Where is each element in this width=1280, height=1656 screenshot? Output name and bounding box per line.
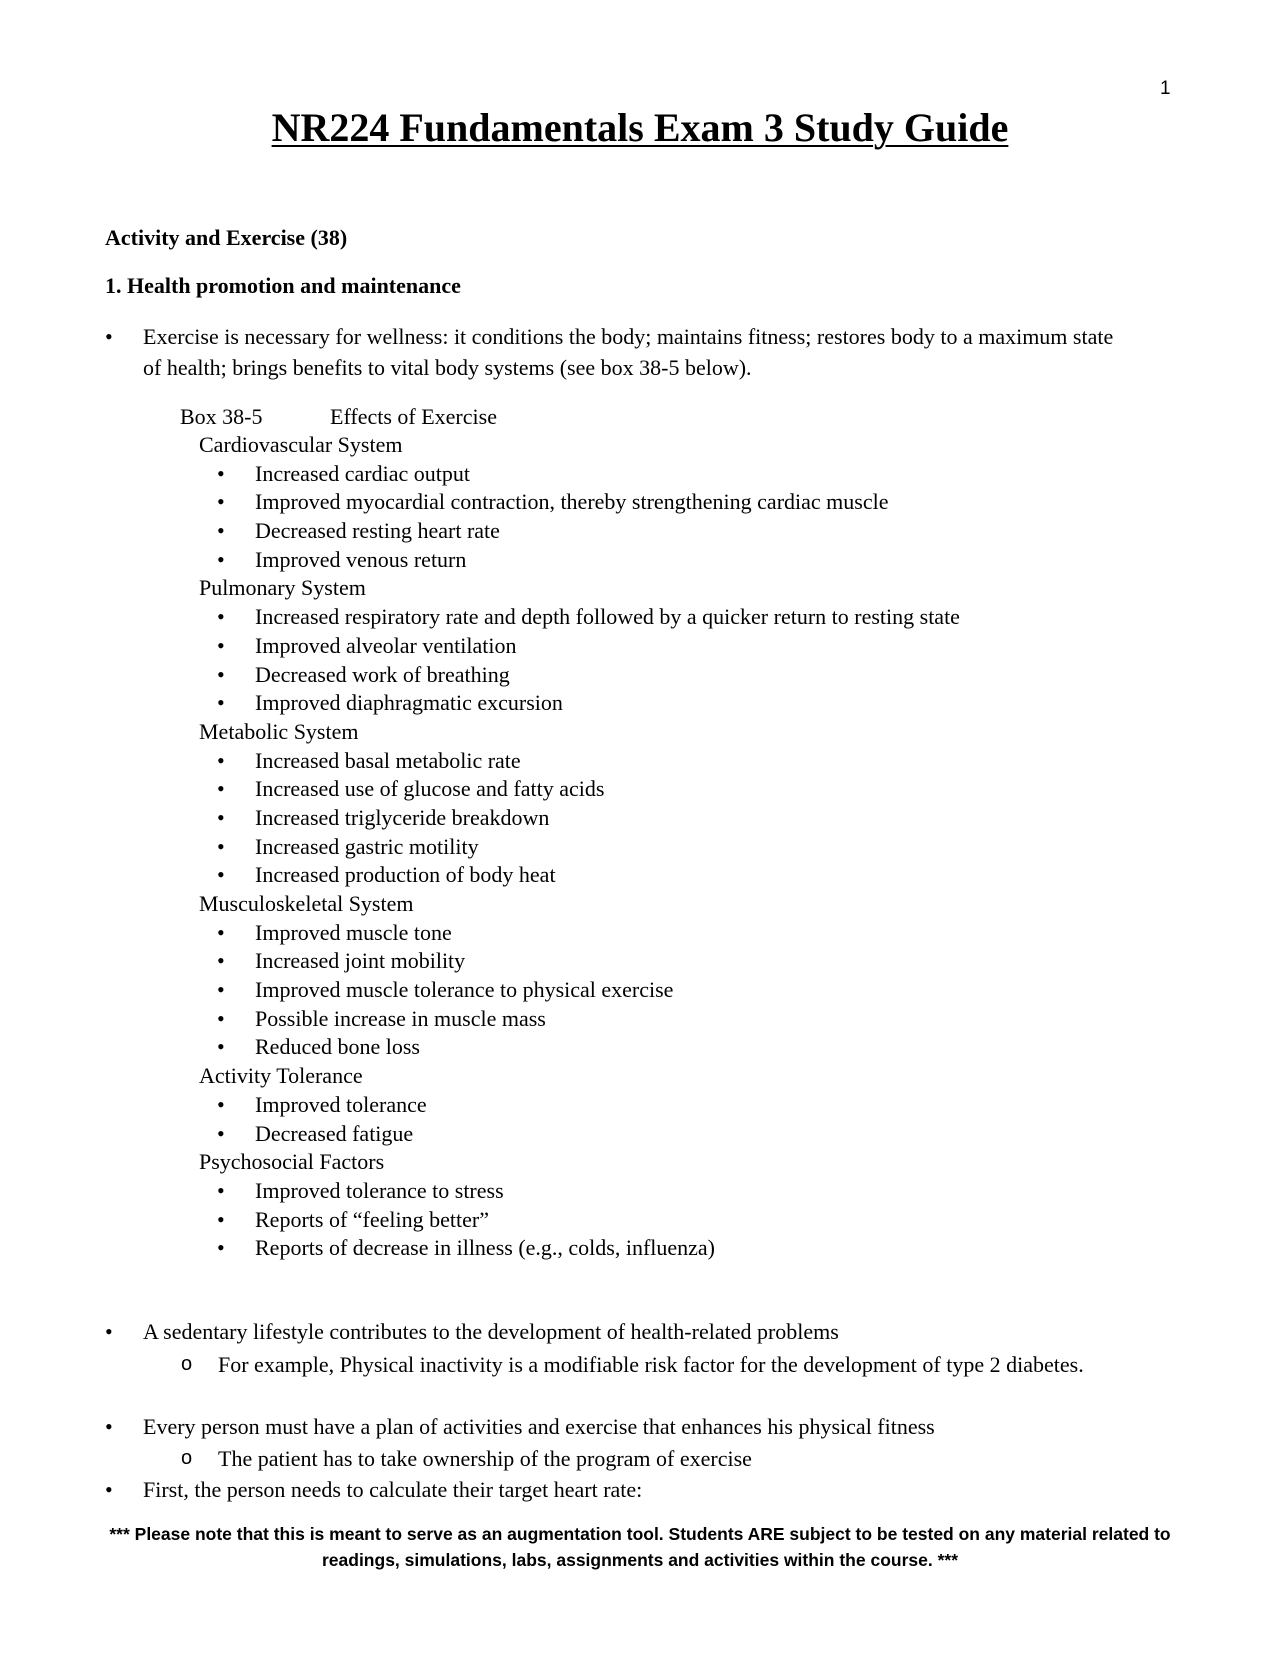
bullet-icon: • — [217, 1177, 225, 1203]
box-list-item-text: Improved diaphragmatic excursion — [255, 690, 563, 716]
box-list-item — [180, 1234, 1080, 1263]
bullet-icon: • — [217, 518, 225, 544]
bullet-icon: • — [217, 546, 225, 572]
plan-bullet-text: Every person must have a plan of activities and exercise that enhances his physical fitness — [143, 1414, 935, 1439]
box-list-item-text: Improved muscle tolerance to physical exercise — [255, 977, 674, 1003]
box-list-item-text: Improved venous return — [255, 546, 467, 572]
box-group-title: Musculoskeletal System — [199, 891, 414, 916]
bullet-icon: • — [105, 1477, 113, 1502]
box-title: Effects of Exercise — [330, 404, 497, 429]
bullet-icon: • — [217, 1091, 225, 1117]
box-list-item-text: Increased respiratory rate and depth followed by a quicker return to resting state — [255, 604, 960, 630]
sedentary-bullet — [105, 1316, 1125, 1347]
bullet-icon: • — [217, 919, 225, 945]
box-list-item — [180, 1120, 1080, 1149]
box-list-item — [180, 546, 1080, 575]
box-list-item — [180, 1091, 1080, 1120]
bullet-icon: • — [217, 804, 225, 830]
bullet-icon: • — [217, 833, 225, 859]
footer-note: *** Please note that this is meant to serve as an augmentation tool. Students ARE subject to be tested on any material related to readings, simulations, labs, assignments and activities within the course. *** — [109, 1524, 1171, 1570]
bullet-icon: • — [217, 747, 225, 773]
box-list-item-text: Improved alveolar ventilation — [255, 632, 517, 658]
section-subheading: 1. Health promotion and maintenance — [105, 273, 461, 298]
bullet-icon: • — [217, 1005, 225, 1031]
box-list-item-text: Increased basal metabolic rate — [255, 747, 521, 773]
sedentary-bullet-text: A sedentary lifestyle contributes to the development of health-related problems — [143, 1319, 839, 1344]
intro-bullet-text: Exercise is necessary for wellness: it conditions the body; maintains fitness; restores body to a maximum state of health; brings benefits to vital body systems (see box 38-5 below). — [143, 324, 1114, 380]
bullet-icon: • — [217, 632, 225, 658]
bullet-icon: • — [217, 977, 225, 1003]
box-group-title: Activity Tolerance — [199, 1063, 363, 1089]
box-list-item — [180, 488, 1080, 517]
section-heading: Activity and Exercise (38) — [105, 225, 348, 250]
box-list-item — [180, 661, 1080, 690]
box-list-item-text: Improved tolerance — [255, 1091, 427, 1117]
box-list-item-text: Increased use of glucose and fatty acids — [255, 776, 605, 802]
box-group-title: Cardiovascular System — [199, 432, 403, 457]
bullet-icon: • — [217, 776, 225, 802]
bullet-icon: • — [217, 460, 225, 486]
box-list-item — [180, 1177, 1080, 1206]
bullet-icon: • — [217, 1034, 225, 1060]
box-list-item-text: Improved muscle tone — [255, 919, 452, 945]
bullet-icon: • — [105, 324, 113, 349]
box-list-item-text: Increased gastric motility — [255, 833, 479, 859]
box-list-item-text: Possible increase in muscle mass — [255, 1005, 546, 1031]
bullet-icon: • — [105, 1319, 113, 1344]
box-list-item-text: Increased joint mobility — [255, 948, 466, 974]
plan-sub-bullet-text: The patient has to take ownership of the program of exercise — [218, 1446, 752, 1471]
box-list-item — [180, 1206, 1080, 1235]
bullet-icon: • — [217, 1206, 225, 1232]
box-list-item — [180, 632, 1080, 661]
box-list-item — [180, 919, 1080, 948]
bullet-icon: • — [217, 661, 225, 687]
box-list-item — [180, 1033, 1080, 1062]
box-list-item — [180, 460, 1080, 489]
box-group-title: Pulmonary System — [199, 575, 366, 601]
plan-sub-bullet — [181, 1442, 1121, 1475]
sedentary-sub-bullet — [181, 1348, 1121, 1381]
box-list-item — [180, 947, 1080, 976]
plan-bullet — [105, 1411, 1125, 1442]
sub-bullet-icon: o — [181, 1353, 193, 1375]
intro-bullet — [105, 321, 1125, 383]
sub-bullet-icon: o — [181, 1447, 193, 1469]
box-list-item-text: Decreased work of breathing — [255, 661, 510, 687]
box-list-item-text: Decreased fatigue — [255, 1120, 414, 1146]
box-list-item — [180, 833, 1080, 862]
box-list-item — [180, 976, 1080, 1005]
box-list-item-text: Improved tolerance to stress — [255, 1177, 504, 1203]
box-list-item-text: Decreased resting heart rate — [255, 518, 500, 544]
box-list-item-text: Increased production of body heat — [255, 862, 556, 888]
box-list-item — [180, 1005, 1080, 1034]
box-list-item-text: Increased triglyceride breakdown — [255, 804, 550, 830]
box-list-item — [180, 517, 1080, 546]
target-heart-rate-bullet — [105, 1474, 1125, 1505]
box-group-title: Metabolic System — [199, 718, 359, 744]
box-list-item — [180, 747, 1080, 776]
box-list-item-text: Improved myocardial contraction, thereby strengthening cardiac muscle — [255, 489, 889, 515]
box-list-item-text: Reduced bone loss — [255, 1034, 420, 1060]
box-list-item — [180, 603, 1080, 632]
bullet-icon: • — [217, 690, 225, 716]
box-group-title: Psychosocial Factors — [199, 1149, 385, 1175]
box-list-item — [180, 861, 1080, 890]
bullet-icon: • — [217, 948, 225, 974]
box-list-item-text: Increased cardiac output — [255, 460, 470, 486]
bullet-icon: • — [217, 862, 225, 888]
bullet-icon: • — [217, 489, 225, 515]
bullet-icon: • — [217, 1235, 225, 1261]
bullet-icon: • — [105, 1414, 113, 1439]
bullet-icon: • — [217, 604, 225, 630]
sedentary-sub-bullet-text: For example, Physical inactivity is a modifiable risk factor for the development of type 2 diabetes. — [218, 1352, 1084, 1377]
bullet-icon: • — [217, 1120, 225, 1146]
page-title: NR224 Fundamentals Exam 3 Study Guide — [271, 105, 1009, 150]
box-list-item-text: Reports of decrease in illness (e.g., colds, influenza) — [255, 1235, 716, 1261]
box-list-item — [180, 689, 1080, 718]
box-list-item — [180, 804, 1080, 833]
effects-of-exercise-box — [180, 402, 1080, 1263]
page-number: 1 — [1160, 78, 1171, 99]
box-list-item-text: Reports of “feeling better” — [255, 1206, 489, 1232]
target-heart-rate-bullet-text: First, the person needs to calculate their target heart rate: — [143, 1477, 643, 1502]
box-header — [180, 402, 1080, 431]
box-label: Box 38-5 — [180, 404, 263, 429]
box-list-item — [180, 775, 1080, 804]
